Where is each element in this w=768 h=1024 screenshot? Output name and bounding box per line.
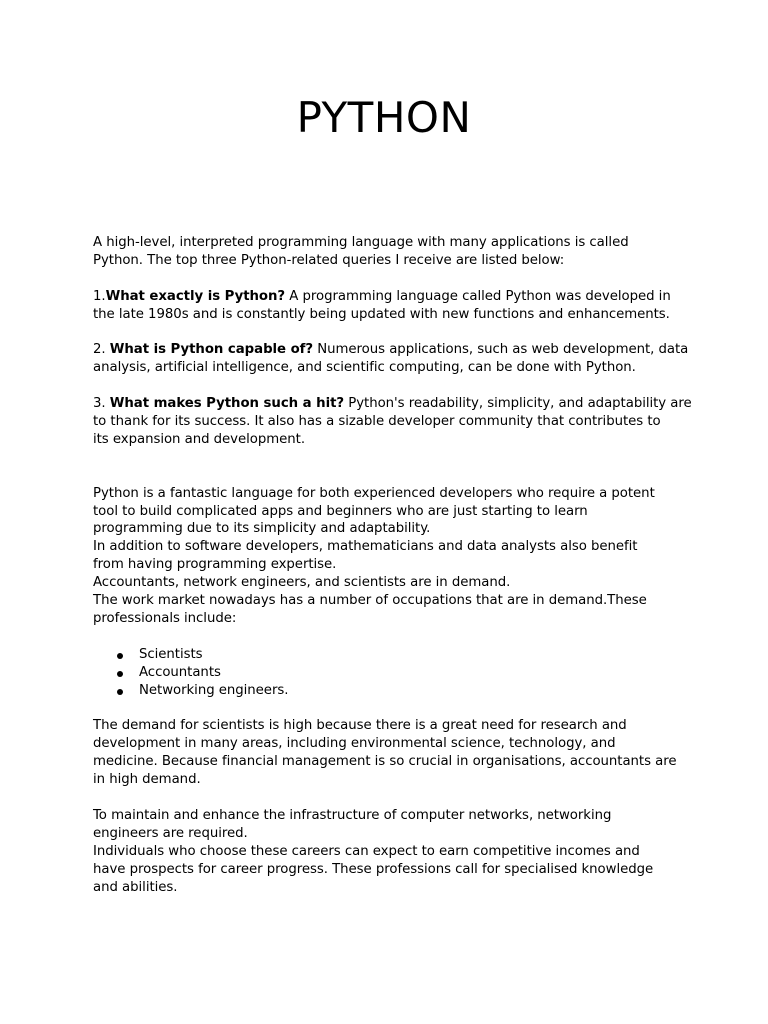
question-1-answer-start: A programming language called Python was developed in bbox=[285, 288, 671, 304]
document-title: PYTHON bbox=[296, 93, 472, 142]
question-1-line bbox=[93, 288, 693, 306]
paragraph-spacer bbox=[93, 324, 693, 342]
paragraph-2-line: The work market nowadays has a number of occupations that are in demand.These bbox=[93, 593, 647, 609]
paragraph-3-line: medicine. Because financial management is so crucial in organisations, accountants are bbox=[93, 754, 677, 770]
paragraph-3-line: development in many areas, including environmental science, technology, and bbox=[93, 736, 616, 752]
list-item-label: Networking engineers. bbox=[139, 682, 289, 698]
question-2-answer-start: Numerous applications, such as web development, data bbox=[313, 342, 689, 358]
list-item-label: Accountants bbox=[139, 664, 221, 680]
paragraph-2-line: Python is a fantastic language for both experienced developers who require a potent bbox=[93, 485, 655, 501]
question-3-answer-line: its expansion and development. bbox=[93, 431, 305, 447]
bullet-icon bbox=[117, 689, 123, 695]
paragraph-2-line: from having programming expertise. bbox=[93, 557, 337, 573]
paragraph-3-line: The demand for scientists is high because there is a great need for research and bbox=[93, 718, 627, 734]
question-3-heading: What makes Python such a hit? bbox=[109, 396, 345, 412]
paragraph-2-line: professionals include: bbox=[93, 610, 237, 626]
paragraph-spacer bbox=[93, 377, 693, 395]
question-3-answer-line: to thank for its success. It also has a sizable developer community that contributes to bbox=[93, 414, 661, 430]
question-3-number: 3. bbox=[93, 396, 110, 412]
question-3-answer-start: Python's readability, simplicity, and adaptability are bbox=[344, 396, 692, 412]
bullet-icon bbox=[117, 671, 123, 677]
question-2-heading: What is Python capable of? bbox=[109, 342, 314, 358]
paragraph-4-line: engineers are required. bbox=[93, 825, 248, 841]
paragraph-2-line: programming due to its simplicity and adaptability. bbox=[93, 521, 431, 537]
paragraph-spacer bbox=[93, 270, 693, 288]
paragraph-2-line: In addition to software developers, mathematicians and data analysts also benefit bbox=[93, 539, 638, 555]
paragraph-4-line: have prospects for career progress. These professions call for specialised knowledge bbox=[93, 861, 654, 877]
paragraph-spacer bbox=[93, 699, 693, 717]
paragraph-spacer bbox=[93, 628, 693, 646]
list-item bbox=[93, 646, 693, 664]
paragraph-4-line: and abilities. bbox=[93, 879, 178, 895]
list-item bbox=[93, 664, 693, 682]
paragraph-4-line: To maintain and enhance the infrastructure of computer networks, networking bbox=[93, 807, 612, 823]
paragraph-2-line: tool to build complicated apps and beginners who are just starting to learn bbox=[93, 503, 588, 519]
intro-line: Python. The top three Python-related queries I receive are listed below: bbox=[93, 252, 565, 268]
question-2-line bbox=[93, 341, 693, 359]
professions-list bbox=[93, 646, 693, 700]
question-1-answer-line: the late 1980s and is constantly being updated with new functions and enhancements. bbox=[93, 306, 670, 322]
intro-line: A high-level, interpreted programming language with many applications is called bbox=[93, 235, 629, 250]
question-1-heading: What exactly is Python? bbox=[105, 288, 286, 304]
question-2-answer-line: analysis, artificial intelligence, and scientific computing, can be done with Python. bbox=[93, 360, 636, 376]
document-body bbox=[93, 234, 693, 896]
question-1-number: 1. bbox=[93, 288, 106, 304]
paragraph-2-line: Accountants, network engineers, and scientists are in demand. bbox=[93, 575, 511, 591]
list-item bbox=[93, 682, 693, 700]
question-2-number: 2. bbox=[93, 342, 110, 358]
paragraph-3-line: in high demand. bbox=[93, 772, 201, 788]
bullet-icon bbox=[117, 653, 123, 659]
list-item-label: Scientists bbox=[139, 646, 203, 662]
paragraph-4-line: Individuals who choose these careers can expect to earn competitive incomes and bbox=[93, 843, 640, 859]
question-3-line bbox=[93, 395, 693, 413]
paragraph-spacer bbox=[93, 449, 693, 485]
paragraph-spacer bbox=[93, 789, 693, 807]
